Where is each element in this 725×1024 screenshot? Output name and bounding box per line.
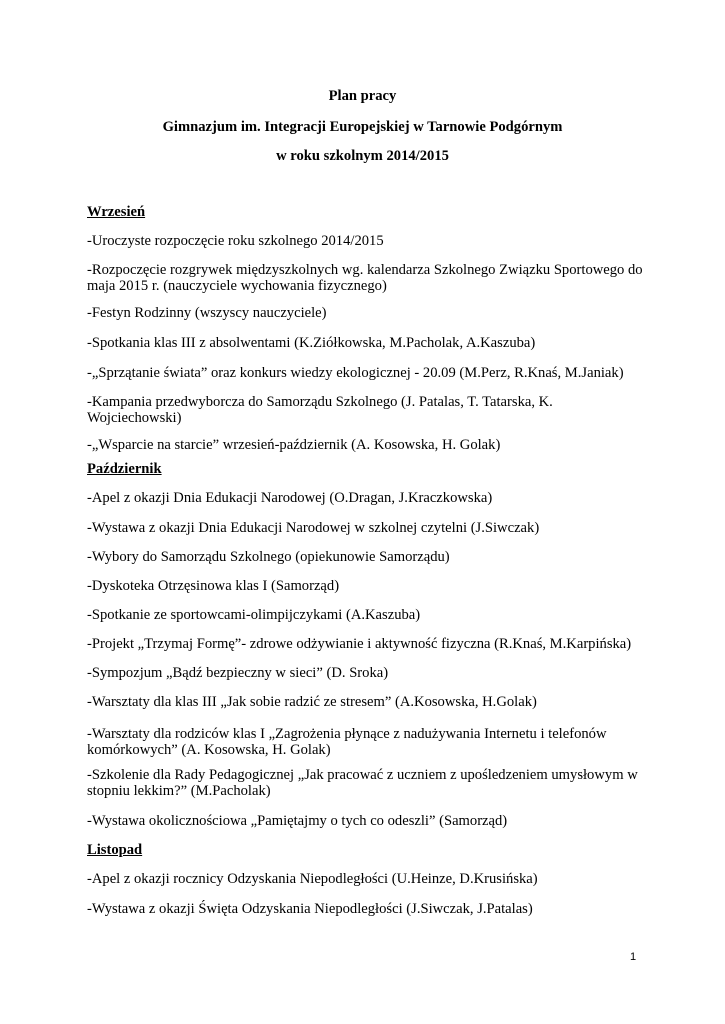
page-number: 1	[630, 951, 637, 963]
document-title: Plan pracy	[328, 88, 397, 104]
list-item: -Projekt „Trzymaj Formę”- zdrowe odżywianie i aktywność fizyczna (R.Knaś, M.Karpińska)	[87, 636, 632, 652]
section-heading-november: Listopad	[87, 842, 143, 858]
list-item: -Apel z okazji Dnia Edukacji Narodowej (O.Dragan, J.Kraczkowska)	[87, 490, 493, 506]
list-item: -Szkolenie dla Rady Pedagogicznej „Jak pracować z uczniem z upośledzeniem umysłowym w stopniu lekkim?” (M.Pacholak)	[87, 767, 638, 799]
list-item: -Apel z okazji rocznicy Odzyskania Niepodległości (U.Heinze, D.Krusińska)	[87, 871, 538, 887]
list-item: -Festyn Rodzinny (wszyscy nauczyciele)	[87, 305, 327, 321]
list-item: -Warsztaty dla klas III „Jak sobie radzić ze stresem” (A.Kosowska, H.Golak)	[87, 694, 537, 710]
list-item: -„Wsparcie na starcie” wrzesień-październik (A. Kosowska, H. Golak)	[87, 437, 501, 453]
list-item: -Wybory do Samorządu Szkolnego (opiekunowie Samorządu)	[87, 549, 450, 565]
list-item: -Rozpoczęcie rozgrywek międzyszkolnych wg. kalendarza Szkolnego Związku Sportowego do maja 2015 r. (nauczyciele wychowania fizycznego)	[87, 262, 643, 294]
list-item: -Wystawa z okazji Dnia Edukacji Narodowej w szkolnej czytelni (J.Siwczak)	[87, 520, 540, 536]
list-item: -Spotkanie ze sportowcami-olimpijczykami (A.Kaszuba)	[87, 607, 421, 623]
list-item: -Spotkania klas III z absolwentami (K.Ziółkowska, M.Pacholak, A.Kaszuba)	[87, 335, 536, 351]
list-item: -Uroczyste rozpoczęcie roku szkolnego 2014/2015	[87, 233, 384, 249]
list-item: -Kampania przedwyborcza do Samorządu Szkolnego (J. Patalas, T. Tatarska, K. Wojciechowski)	[87, 394, 553, 426]
school-year: w roku szkolnym 2014/2015	[276, 148, 449, 164]
school-name: Gimnazjum im. Integracji Europejskiej w Tarnowie Podgórnym	[162, 119, 563, 135]
list-item: -Wystawa z okazji Święta Odzyskania Niepodległości (J.Siwczak, J.Patalas)	[87, 901, 533, 917]
section-heading-october: Październik	[87, 461, 162, 477]
list-item: -„Sprzątanie świata” oraz konkurs wiedzy ekologicznej - 20.09 (M.Perz, R.Knaś, M.Janiak)	[87, 365, 624, 381]
list-item: -Warsztaty dla rodziców klas I „Zagrożenia płynące z nadużywania Internetu i telefonów komórkowych” (A. Kosowska, H. Golak)	[87, 726, 607, 758]
list-item: -Dyskoteka Otrzęsinowa klas I (Samorząd)	[87, 578, 340, 594]
list-item: -Sympozjum „Bądź bezpieczny w sieci” (D. Sroka)	[87, 665, 389, 681]
section-heading-september: Wrzesień	[87, 204, 146, 220]
list-item: -Wystawa okolicznościowa „Pamiętajmy o tych co odeszli” (Samorząd)	[87, 813, 508, 829]
